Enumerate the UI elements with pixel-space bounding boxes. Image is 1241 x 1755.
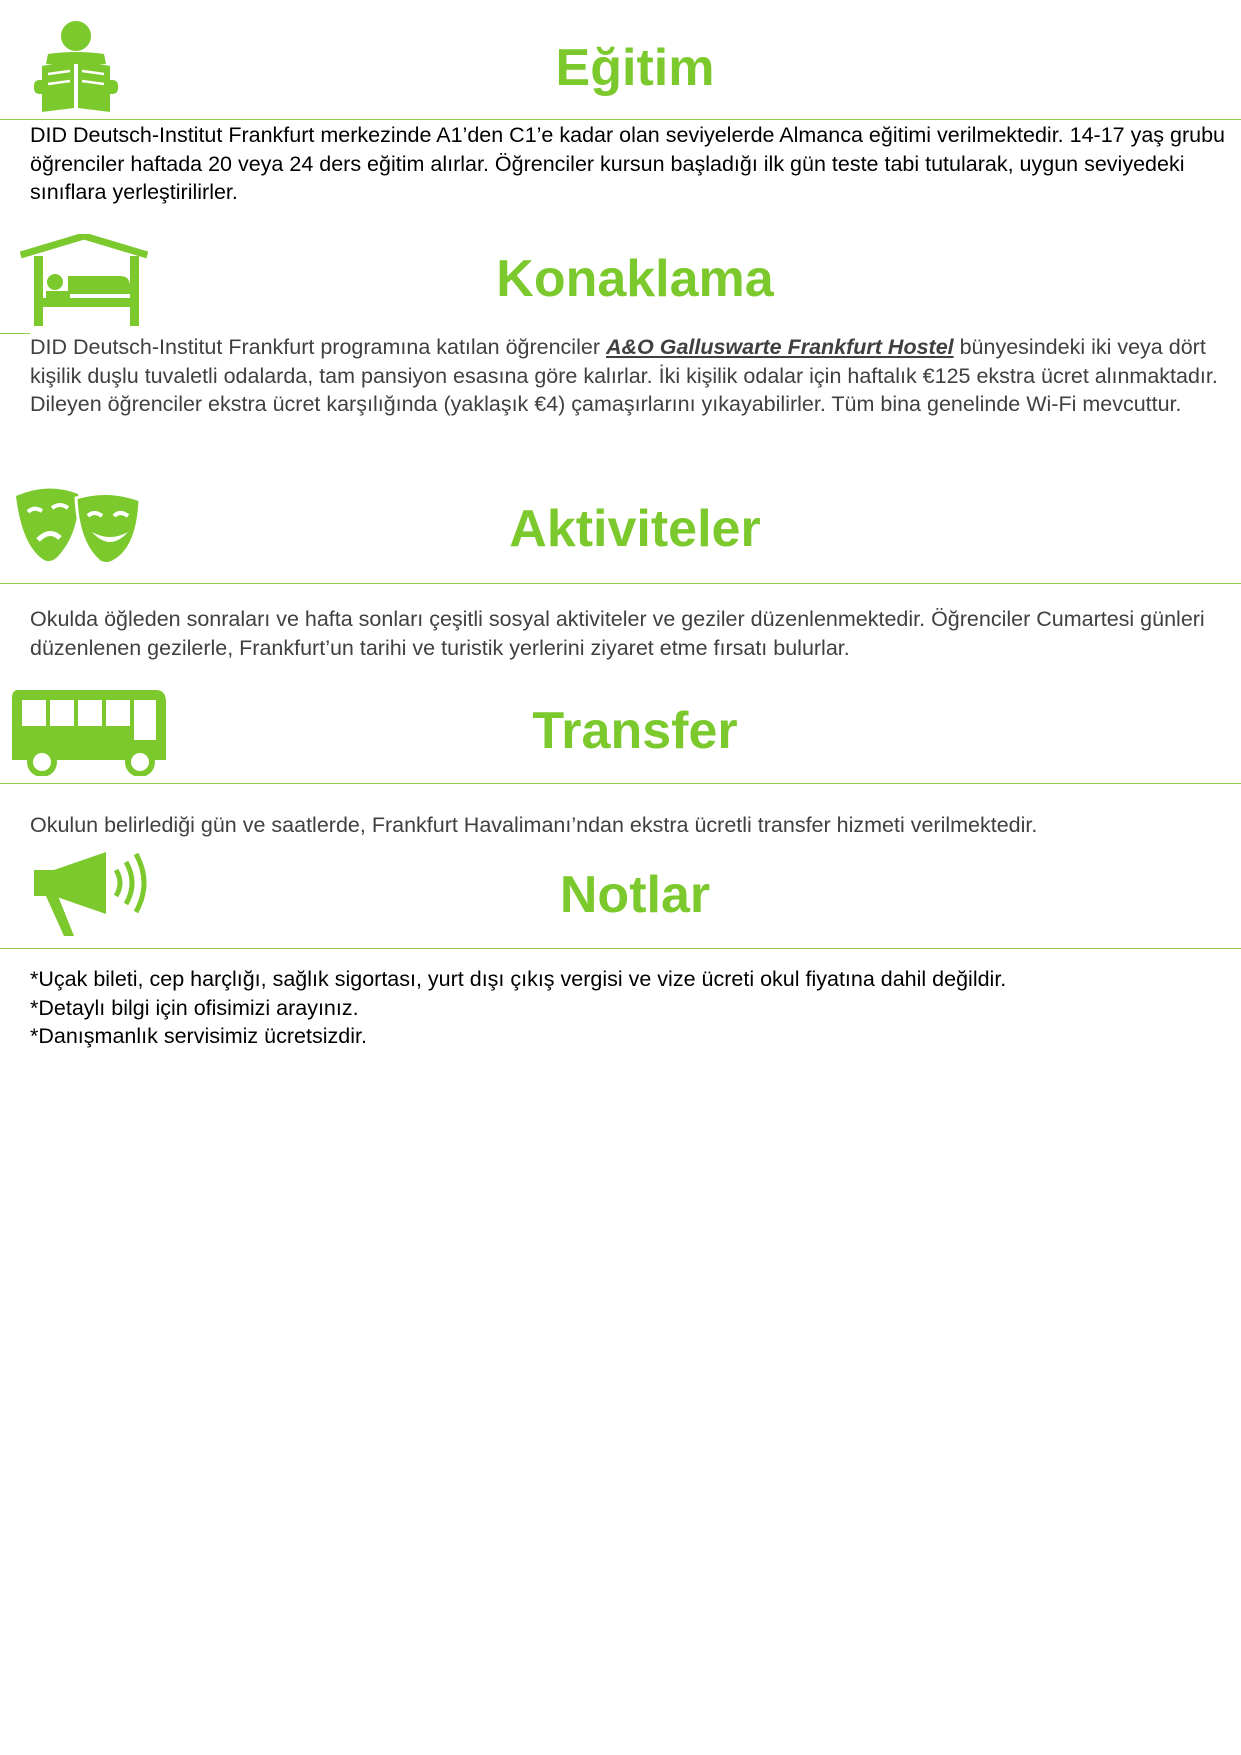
note-line: *Danışmanlık servisimiz ücretsizdir. [30, 1024, 367, 1048]
section-title-konaklama: Konaklama [496, 250, 774, 308]
section-text-aktiviteler: Okulda öğleden sonraları ve hafta sonları çeşitli sosyal aktiviteler ve geziler düzenlenmektedir. Öğrenciler Cumartesi günleri düzenlenen gezilerle, Frankfurt’un tarihi ve turistik yerlerini ziyaret etme fırsatı bulurlar. [30, 607, 1205, 660]
section-divider [0, 583, 1241, 584]
section-text-transfer: Okulun belirlediği gün ve saatlerde, Frankfurt Havalimanı’ndan ekstra ücretli transfer hizmeti verilmektedir. [30, 813, 1038, 837]
note-line: *Uçak bileti, cep harçlığı, sağlık sigortası, yurt dışı çıkış vergisi ve vize ücreti okul fiyatına dahil değildir. [30, 967, 1007, 991]
section-divider [0, 783, 1241, 784]
megaphone-icon [30, 848, 154, 938]
section-title-egitim: Eğitim [555, 39, 715, 97]
section-title-transfer: Transfer [532, 702, 738, 760]
section-text-konaklama [30, 333, 1230, 419]
section-divider [0, 333, 30, 334]
notes-list [30, 965, 1230, 1051]
konaklama-text-after: bünyesindeki iki veya dört kişilik duşlu tuvaletli odalarda, tam pansiyon esasına göre kalırlar. İki kişilik odalar için haftalık €125 ekstra ücret alınmaktadır. Dileyen öğrenciler ekstra ücret karşılığında (yaklaşık €4) çamaşırlarını yıkayabilirler. Tüm bina genelinde Wi-Fi mevcuttur. [30, 335, 1218, 416]
section-title-aktiviteler: Aktiviteler [509, 500, 761, 558]
theater-masks-icon [14, 478, 142, 568]
section-title-notlar: Notlar [559, 866, 711, 924]
section-text-egitim: DID Deutsch-Institut Frankfurt merkezinde A1’den C1’e kadar olan seviyelerde Almanca eğitimi verilmektedir. 14-17 yaş grubu öğrenciler haftada 20 veya 24 ders eğitim alırlar. Öğrenciler kursun başladığı ilk gün teste tabi tutularak, uygun seviyedeki sınıflara yerleştirilirler. [30, 123, 1226, 204]
bed-house-icon [20, 234, 148, 326]
section-divider [0, 119, 1241, 120]
bus-icon [10, 688, 170, 776]
note-line: *Detaylı bilgi için ofisimizi arayınız. [30, 995, 359, 1020]
hostel-link[interactable]: A&O Galluswarte Frankfurt Hostel [605, 335, 954, 359]
reading-person-icon [34, 20, 118, 114]
section-divider [0, 948, 1241, 949]
konaklama-text-before: DID Deutsch-Institut Frankfurt programına katılan öğrenciler [30, 335, 606, 359]
